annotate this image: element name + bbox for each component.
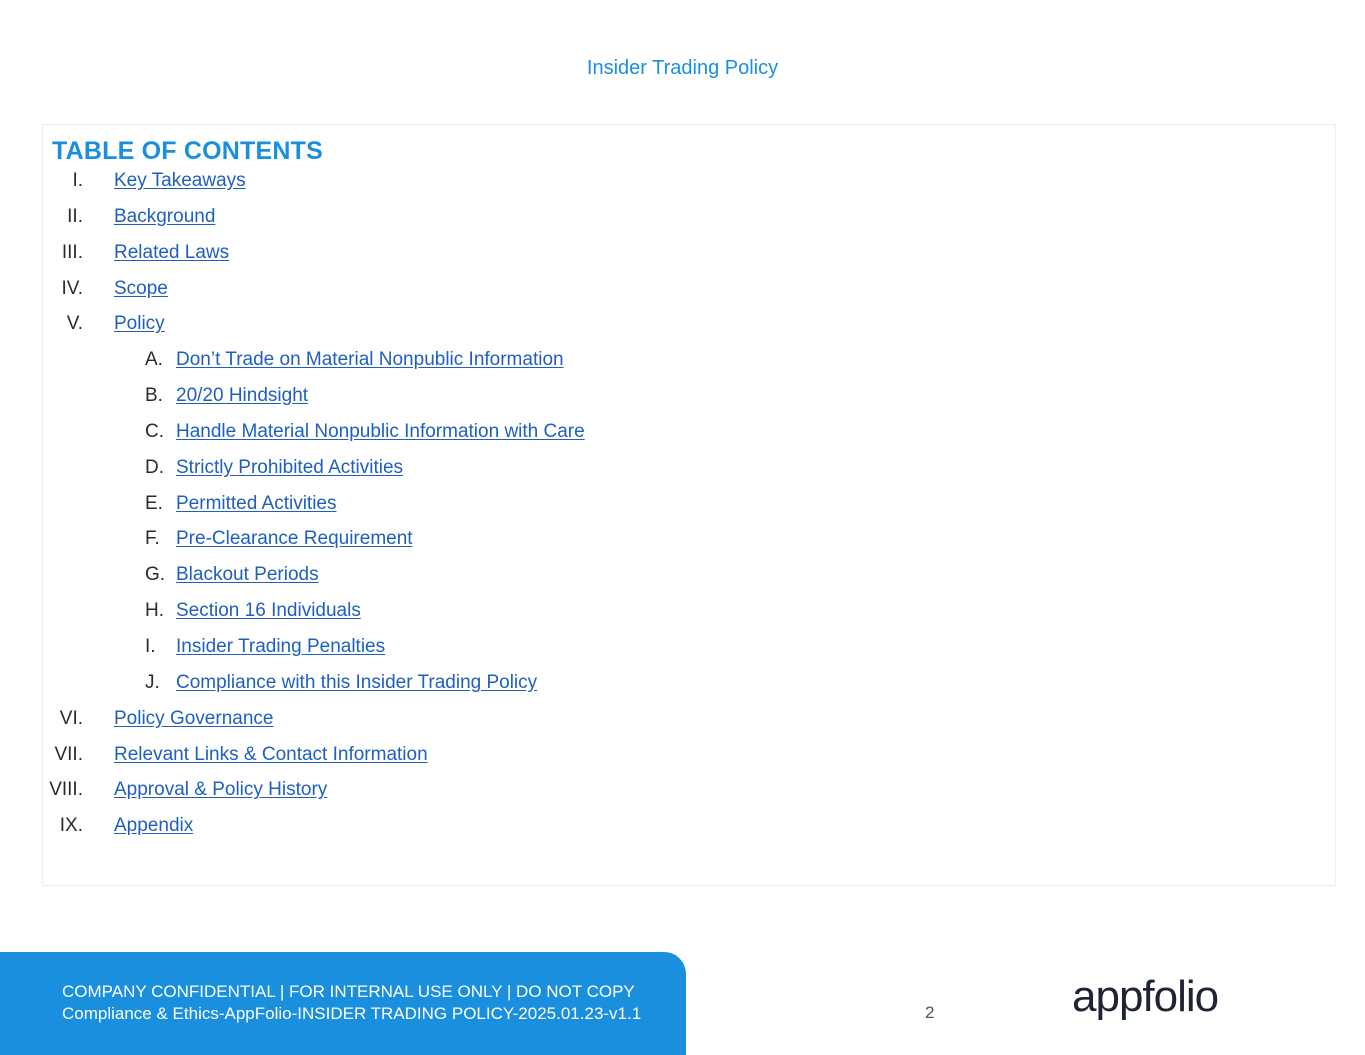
- toc-item-number: A.: [145, 349, 163, 371]
- appfolio-logo: [1072, 973, 1244, 1027]
- toc-item-number: I.: [145, 635, 156, 657]
- toc-item-number: E.: [145, 492, 163, 514]
- toc-item: [43, 779, 1335, 815]
- toc-item-link[interactable]: Appendix: [114, 815, 194, 837]
- toc-item: [43, 170, 1335, 206]
- table-of-contents: [42, 124, 1336, 886]
- toc-item-link[interactable]: Approval & Policy History: [114, 779, 328, 801]
- toc-item: [43, 313, 1335, 349]
- toc-item-number: V.: [66, 313, 83, 335]
- footer-document-id: Compliance & Ethics-AppFolio-INSIDER TRADING POLICY-2025.01.23-v1.1: [62, 1004, 642, 1023]
- toc-item-number: C.: [145, 420, 164, 442]
- toc-item-link[interactable]: Insider Trading Penalties: [176, 635, 386, 657]
- toc-item-link[interactable]: Section 16 Individuals: [176, 600, 361, 622]
- toc-item-number: VIII.: [49, 779, 83, 801]
- toc-item: [43, 744, 1335, 780]
- toc-item: [43, 242, 1335, 278]
- toc-item: [43, 385, 1335, 421]
- toc-item-number: J.: [145, 671, 160, 693]
- toc-item: [43, 636, 1335, 672]
- toc-item-number: IX.: [59, 815, 83, 837]
- toc-item-link[interactable]: Don’t Trade on Material Nonpublic Information: [176, 349, 564, 371]
- document-header-title: Insider Trading Policy: [586, 57, 779, 79]
- toc-item-link[interactable]: Relevant Links & Contact Information: [114, 743, 428, 765]
- toc-item: [43, 815, 1335, 851]
- toc-item-link[interactable]: Background: [114, 205, 216, 227]
- toc-item: [43, 564, 1335, 600]
- toc-item-number: II.: [67, 205, 83, 227]
- toc-item-link[interactable]: Blackout Periods: [176, 564, 319, 586]
- appfolio-logo-text: appfolio: [1072, 973, 1219, 1021]
- toc-item-link[interactable]: Compliance with this Insider Trading Policy: [176, 671, 538, 693]
- toc-item: [43, 708, 1335, 744]
- toc-item-number: VII.: [54, 743, 83, 765]
- toc-item-number: H.: [145, 600, 164, 622]
- toc-item-link[interactable]: Handle Material Nonpublic Information with Care: [176, 420, 585, 442]
- toc-item: [43, 600, 1335, 636]
- toc-item: [43, 421, 1335, 457]
- page-number: 2: [925, 1003, 935, 1022]
- toc-item-number: F.: [145, 528, 160, 550]
- toc-item: [43, 672, 1335, 708]
- footer-confidential-notice: COMPANY CONFIDENTIAL | FOR INTERNAL USE ONLY | DO NOT COPY: [62, 982, 635, 1001]
- toc-item-number: III.: [61, 241, 83, 263]
- toc-item-number: VI.: [59, 707, 83, 729]
- toc-item: [43, 493, 1335, 529]
- toc-item: [43, 206, 1335, 242]
- toc-heading: TABLE OF CONTENTS: [52, 137, 323, 165]
- toc-item-link[interactable]: 20/20 Hindsight: [176, 385, 309, 407]
- toc-item-link[interactable]: Policy Governance: [114, 707, 274, 729]
- toc-item-number: IV.: [61, 277, 83, 299]
- toc-item-link[interactable]: Key Takeaways: [114, 170, 246, 191]
- toc-item: [43, 528, 1335, 564]
- toc-list: [43, 170, 1335, 851]
- toc-item-number: B.: [145, 385, 163, 407]
- toc-item-link[interactable]: Scope: [114, 277, 168, 299]
- toc-item: [43, 457, 1335, 493]
- toc-item-link[interactable]: Strictly Prohibited Activities: [176, 456, 404, 478]
- toc-item-link[interactable]: Permitted Activities: [176, 492, 337, 514]
- footer-band: [0, 952, 686, 1055]
- toc-item-link[interactable]: Pre-Clearance Requirement: [176, 528, 413, 550]
- toc-item-link[interactable]: Policy: [114, 313, 165, 335]
- toc-item-number: I.: [72, 170, 83, 191]
- toc-item: [43, 349, 1335, 385]
- toc-item-number: D.: [145, 456, 164, 478]
- toc-item: [43, 278, 1335, 314]
- toc-item-link[interactable]: Related Laws: [114, 241, 230, 263]
- toc-item-number: G.: [145, 564, 166, 586]
